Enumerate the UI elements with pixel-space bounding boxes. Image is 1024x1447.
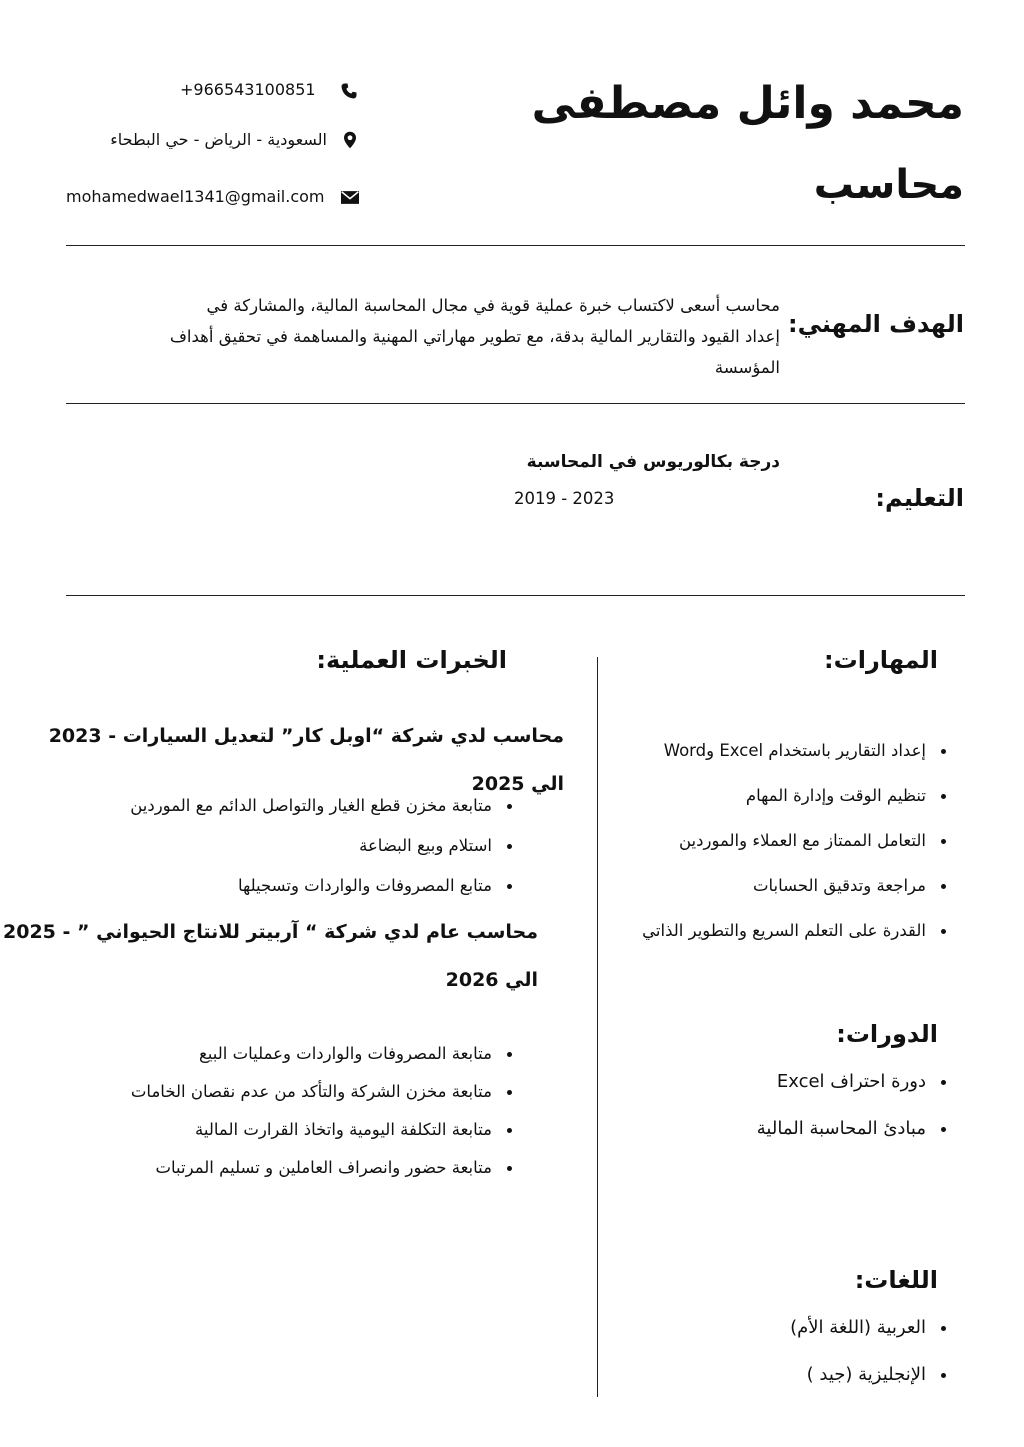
divider	[66, 595, 965, 596]
course-item: مبادئ المحاسبة المالية	[757, 1105, 948, 1152]
experience-heading: الخبرات العملية:	[316, 646, 507, 674]
language-item: العربية (اللغة الأم)	[790, 1304, 948, 1351]
envelope-icon	[341, 191, 359, 204]
location-pin-icon	[341, 131, 359, 149]
job-duties-1	[130, 786, 514, 906]
phone-number: +966543100851	[180, 80, 316, 99]
courses-list	[757, 1058, 948, 1152]
skills-list	[642, 728, 948, 953]
education-years: 2019 - 2023	[514, 489, 615, 508]
objective-line: إعداد القيود والتقارير المالية بدقة، مع تطوير مهاراتي المهنية والمساهمة في تحقيق أهداف	[169, 327, 780, 346]
course-item: دورة احتراف Excel	[757, 1058, 948, 1105]
duty-item: متابعة المصروفات والواردات وعمليات البيع	[131, 1035, 514, 1073]
candidate-name: محمد وائل مصطفى	[531, 78, 964, 129]
divider	[66, 245, 965, 246]
email-address: mohamedwael1341@gmail.com	[66, 187, 325, 206]
skill-item: مراجعة وتدقيق الحسابات	[642, 863, 948, 908]
column-divider	[597, 657, 598, 1397]
language-item: الإنجليزية (جيد )	[790, 1351, 948, 1398]
duty-item: متابعة مخزن قطع الغيار والتواصل الدائم مع الموردين	[130, 786, 514, 826]
job-title-2: محاسب عام لدي شركة “ آربيتر للانتاج الحيواني ” - 2025 الي 2026	[3, 921, 538, 991]
skill-item: إعداد التقارير باستخدام Excel وWord	[642, 728, 948, 773]
skill-item: القدرة على التعلم السريع والتطوير الذاتي	[642, 908, 948, 953]
skill-item: تنظيم الوقت وإدارة المهام	[642, 773, 948, 818]
job-title-1: محاسب لدي شركة “اوبل كار” لتعديل السيارات - 2023 الي 2025	[48, 725, 564, 795]
skills-heading: المهارات:	[824, 646, 938, 674]
skill-item: التعامل الممتاز مع العملاء والموردين	[642, 818, 948, 863]
duty-item: متابعة التكلفة اليومية واتخاذ القرارت المالية	[131, 1111, 514, 1149]
education-heading: التعليم:	[875, 484, 964, 512]
degree-title: درجة بكالوريوس في المحاسبة	[526, 452, 780, 472]
divider	[66, 403, 965, 404]
duty-item: استلام وبيع البضاعة	[130, 826, 514, 866]
phone-icon	[340, 82, 358, 100]
courses-heading: الدورات:	[836, 1020, 938, 1048]
job-title: محاسب	[813, 162, 964, 208]
languages-heading: اللغات:	[854, 1266, 938, 1294]
duty-item: متابع المصروفات والواردات وتسجيلها	[130, 866, 514, 906]
objective-text	[100, 290, 780, 383]
languages-list	[790, 1304, 948, 1398]
job-duties-2	[131, 1035, 514, 1187]
objective-heading: الهدف المهني:	[787, 310, 964, 338]
objective-line: محاسب أسعى لاكتساب خبرة عملية قوية في مجال المحاسبة المالية، والمشاركة في	[206, 296, 780, 315]
duty-item: متابعة مخزن الشركة والتأكد من عدم نقصان الخامات	[131, 1073, 514, 1111]
duty-item: متابعة حضور وانصراف العاملين و تسليم المرتبات	[131, 1149, 514, 1187]
location-text: السعودية - الرياض - حي البطحاء	[110, 130, 327, 149]
objective-line: المؤسسة	[714, 358, 780, 377]
